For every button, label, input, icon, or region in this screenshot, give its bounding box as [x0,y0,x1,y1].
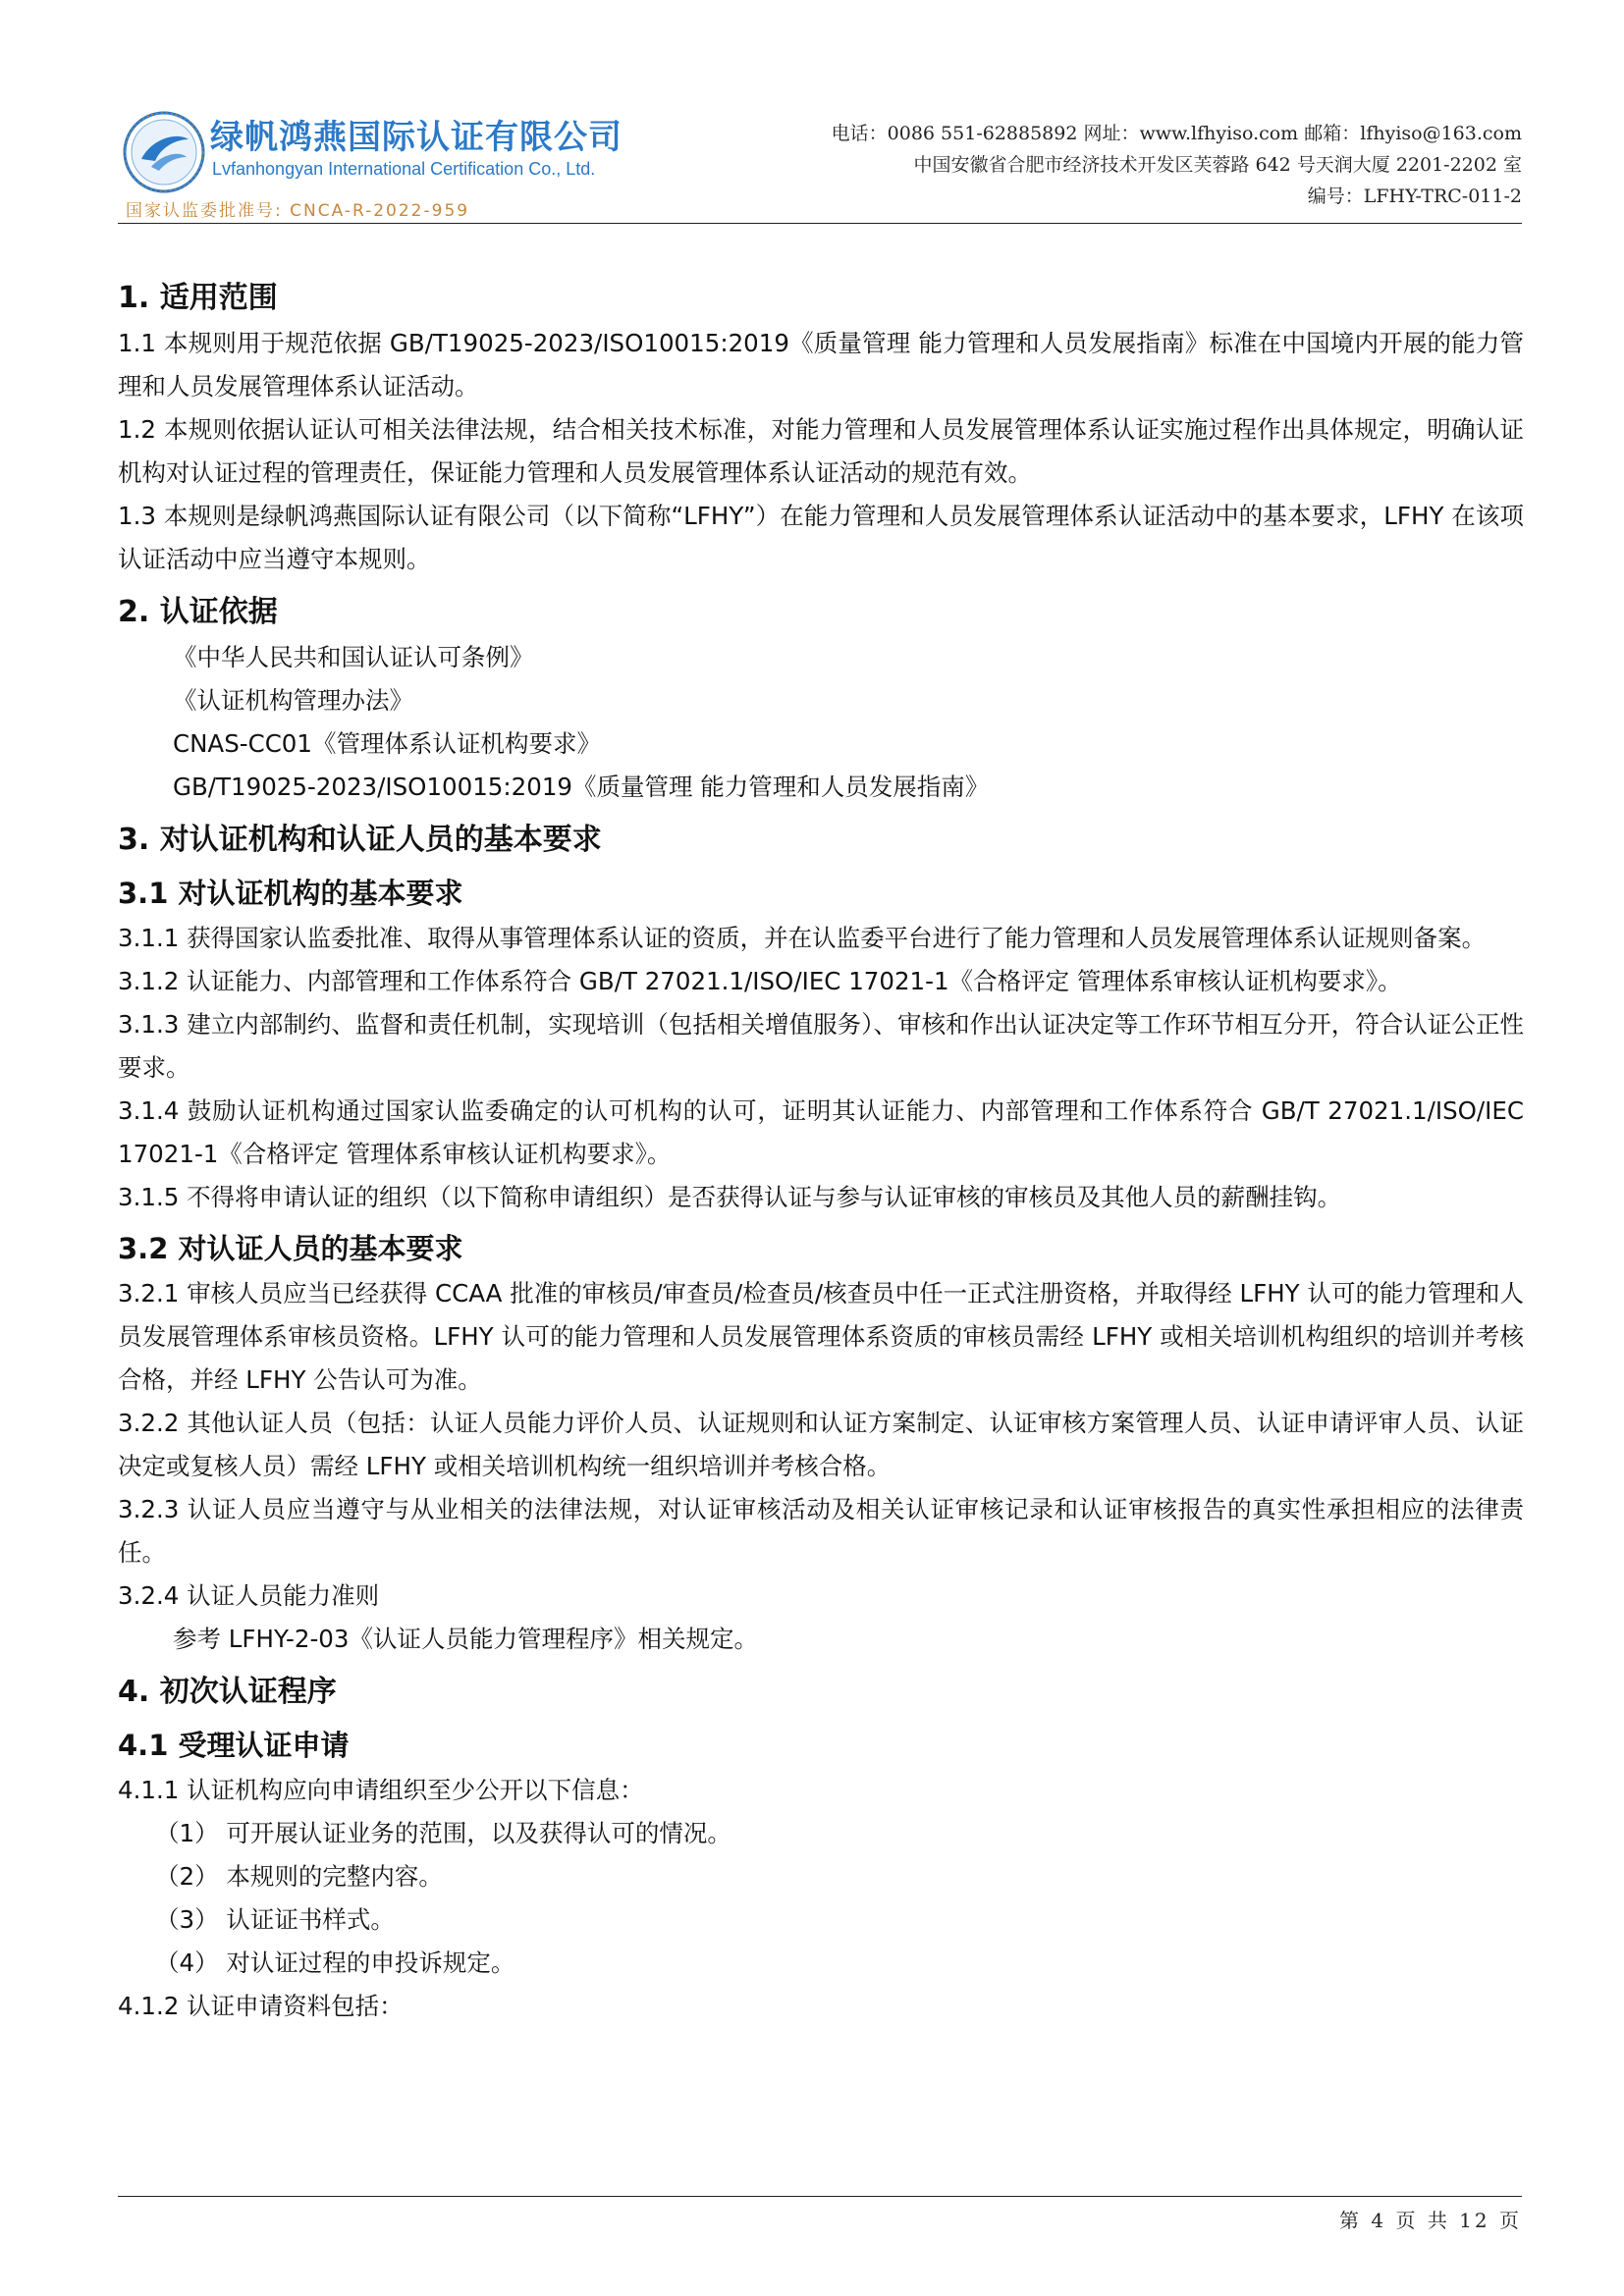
list-item: （2） 本规则的完整内容。 [155,1862,443,1891]
paragraph-3-1-1: 3.1.1 获得国家认监委批准、取得从事管理体系认证的资质，并在认监委平台进行了能力管理和人员发展管理体系认证规则备案。 [118,924,1487,952]
page-number: 第 4 页 共 12 页 [1339,2209,1522,2232]
footer-divider [118,2196,1522,2197]
document-body [118,275,1524,2028]
company-logo-icon [122,110,206,194]
contact-line: 电话：0086 551-62885892 网址：www.lfhyiso.com 邮箱：lfhyiso@163.com [831,123,1522,144]
section-2-heading: 2. 认证依据 [118,595,278,629]
header-divider [118,223,1522,224]
contact-block [832,118,1522,212]
reference-item: 《认证机构管理办法》 [173,686,413,715]
section-4-heading: 4. 初次认证程序 [118,1675,337,1709]
address-line: 中国安徽省合肥市经济技术开发区芙蓉路 642 号天润大厦 2201-2202 室 [913,154,1522,176]
page-header [118,98,1522,221]
paragraph-4-1-2: 4.1.2 认证申请资料包括： [118,1992,404,2020]
paragraph-3-2-4-reference: 参考 LFHY-2-03《认证人员能力管理程序》相关规定。 [173,1625,758,1653]
paragraph-1-3: 1.3 本规则是绿帆鸿燕国际认证有限公司（以下简称“LFHY”）在能力管理和人员发展管理体系认证活动中的基本要求，LFHY 在该项认证活动中应当遵守本规则。 [118,502,1524,573]
paragraph-3-2-2: 3.2.2 其他认证人员（包括：认证人员能力评价人员、认证规则和认证方案制定、认证审核方案管理人员、认证申请评审人员、认证决定或复核人员）需经 LFHY 或相关培训机构统一组织培训并考核合格。 [118,1409,1524,1480]
company-name-cn: 绿帆鸿燕国际认证有限公司 [210,118,623,157]
paragraph-3-2-1: 3.2.1 审核人员应当已经获得 CCAA 批准的审核员/审查员/检查员/核查员中任一正式注册资格，并取得经 LFHY 认可的能力管理和人员发展管理体系审核员资格。LFHY 认可的能力管理和人员发展管理体系资质的审核员需经 LFHY 或相关培训机构组织的培训并考核合格，并经 LFHY 公告认可为准。 [118,1279,1524,1394]
paragraph-3-2-4: 3.2.4 认证人员能力准则 [118,1581,380,1610]
list-item: （1） 可开展认证业务的范围，以及获得认可的情况。 [155,1819,731,1847]
paragraph-1-2: 1.2 本规则依据认证认可相关法律法规，结合相关技术标准，对能力管理和人员发展管理体系认证实施过程作出具体规定，明确认证机构对认证过程的管理责任，保证能力管理和人员发展管理体系认证活动的规范有效。 [118,415,1524,487]
section-3-1-heading: 3.1 对认证机构的基本要求 [118,877,463,910]
paragraph-3-1-4: 3.1.4 鼓励认证机构通过国家认监委确定的认可机构的认可，证明其认证能力、内部管理和工作体系符合 GB/T 27021.1/ISO/IEC 17021-1《合格评定 管理体系审核认证机构要求》。 [118,1096,1524,1168]
document-number: 编号：LFHY-TRC-011-2 [1307,186,1522,207]
section-3-2-heading: 3.2 对认证人员的基本要求 [118,1232,463,1265]
section-4-1-heading: 4.1 受理认证申请 [118,1729,350,1762]
reference-item: CNAS-CC01《管理体系认证机构要求》 [173,729,601,758]
list-item: （4） 对认证过程的申投诉规定。 [155,1949,515,1977]
approval-number: 国家认监委批准号: CNCA-R-2022-959 [126,201,470,221]
paragraph-3-1-3: 3.1.3 建立内部制约、监督和责任机制，实现培训（包括相关增值服务）、审核和作出认证决定等工作环节相互分开，符合认证公正性要求。 [118,1010,1524,1082]
paragraph-1-1: 1.1 本规则用于规范依据 GB/T19025-2023/ISO10015:2019《质量管理 能力管理和人员发展指南》标准在中国境内开展的能力管理和人员发展管理体系认证活动。 [118,329,1524,400]
reference-item: 《中华人民共和国认证认可条例》 [173,643,534,671]
paragraph-3-1-5: 3.1.5 不得将申请认证的组织（以下简称申请组织）是否获得认证与参与认证审核的审核员及其他人员的薪酬挂钩。 [118,1183,1342,1211]
company-name-en: Lvfanhongyan International Certification Co., Ltd. [212,159,596,179]
reference-item: GB/T19025-2023/ISO10015:2019《质量管理 能力管理和人员发展指南》 [173,773,990,801]
section-3-heading: 3. 对认证机构和认证人员的基本要求 [118,823,602,857]
paragraph-3-1-2: 3.1.2 认证能力、内部管理和工作体系符合 GB/T 27021.1/ISO/IEC 17021-1《合格评定 管理体系审核认证机构要求》。 [118,967,1402,995]
section-1-heading: 1. 适用范围 [118,281,278,315]
paragraph-3-2-3: 3.2.3 认证人员应当遵守与从业相关的法律法规，对认证审核活动及相关认证审核记录和认证审核报告的真实性承担相应的法律责任。 [118,1495,1524,1567]
paragraph-4-1-1: 4.1.1 认证机构应向申请组织至少公开以下信息： [118,1776,644,1804]
list-item: （3） 认证证书样式。 [155,1905,395,1934]
